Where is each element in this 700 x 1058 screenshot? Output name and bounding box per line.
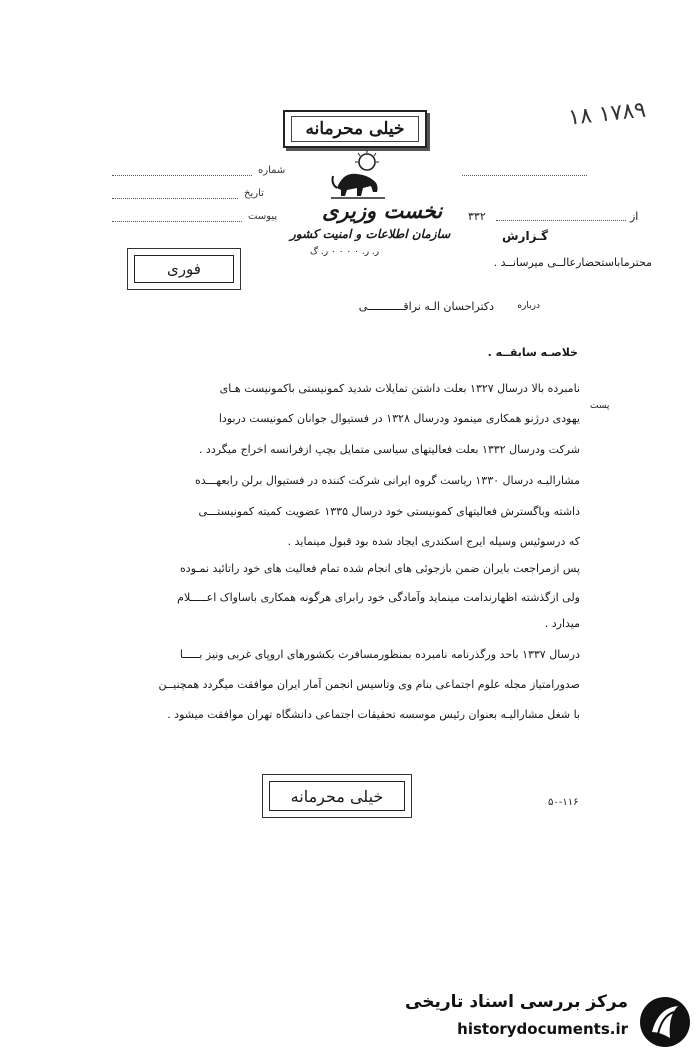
sub-reference: ر. ر. ۰ ۰ ۰ ۰ ر. گ	[310, 247, 380, 257]
report-label: گـزارش	[502, 229, 549, 243]
number-field	[112, 165, 285, 176]
right-top-line	[462, 175, 587, 176]
paragraph-line: میدارد .	[544, 617, 580, 630]
page-reference: ۵۰-۱۱۶	[548, 797, 579, 808]
archive-watermark	[0, 990, 700, 1058]
archive-name: مرکز بررسی اسناد تاریخی	[405, 992, 628, 1012]
paragraph-line: یهودی درژنو همکاری مینمود ودرسال ۱۳۲۸ در فستیوال جوانان کمونیست دربودا	[218, 412, 580, 425]
regarding-label: درباره	[517, 301, 540, 311]
organization-name: سازمان اطلاعات و امنیت کشور	[290, 227, 451, 241]
margin-note: پست	[590, 401, 610, 411]
archive-logo-icon	[638, 994, 692, 1050]
paragraph-line: با شغل مشارالیـه بعنوان رئیس موسسه تحقیقات اجتماعی دانشگاه تهران موافقت میشود .	[167, 708, 580, 721]
top-stamp-text: خیلی محرمانه	[291, 116, 420, 142]
report-number: ۳۳۲	[468, 210, 486, 223]
report-prefix: از	[630, 210, 639, 223]
attachment-label: پیوست	[248, 211, 278, 222]
date-label: تاریخ	[244, 188, 264, 199]
top-confidential-stamp	[283, 110, 427, 148]
paragraph-line: مشارالیـه درسال ۱۳۳۰ ریاست گروه ایرانی شرکت کننده در فستیوال برلن رابعهـــده	[195, 474, 580, 487]
summary-heading: خلاصـه سابقــه .	[487, 346, 578, 359]
paragraph-line: شرکت ودرسال ۱۳۳۲ بعلت فعالیتهای سیاسی متمایل بچپ ازفرانسه اخراج میگردد .	[198, 443, 580, 456]
urgent-stamp	[127, 248, 241, 290]
number-label: شماره	[258, 165, 286, 176]
date-field	[112, 188, 264, 199]
paragraph-line: داشته وباگسترش فعالیتهای کمونیستی خود درسال ۱۳۳۵ عضویت کمیته کمونیستـــی	[198, 505, 580, 518]
regarding-row	[240, 300, 540, 316]
attachment-field	[112, 211, 277, 222]
ministry-title: نخست وزیری	[322, 198, 443, 223]
paragraph-line: صدورامتیاز مجله علوم اجتماعی بنام وی وتاسیس انجمن آمار ایران موافقت میگردد همچنیــن	[158, 678, 580, 691]
paragraph-line: که درسوئیس وسیله ایرج اسکندری ایجاد شده بود قبول مینماید .	[287, 535, 580, 548]
salutation: محترماباستحضارعالــی میرسانــد .	[493, 256, 652, 269]
paragraph-line: درسال ۱۳۳۷ باحد ورگذرنامه نامبرده بمنظورمسافرت بکشورهای اروپای غربی ونیز بـــــا	[179, 648, 580, 661]
regarding-subject: دکتراحسان الـه نراقـــــــــــی	[358, 300, 494, 313]
bottom-stamp-text: خیلی محرمانه	[290, 786, 384, 806]
paragraph-line: نامبرده بالا درسال ۱۳۲۷ بعلت داشتن تمایلات شدید کمونیستی باکمونیست هـای	[219, 382, 580, 395]
urgent-stamp-text: فوری	[167, 260, 201, 278]
bottom-confidential-stamp	[262, 774, 412, 818]
corner-handwriting: ۱۸ ۱۷۸۹	[566, 97, 648, 131]
archive-website: historydocuments.ir	[457, 1020, 628, 1038]
report-number-row	[468, 210, 648, 224]
paragraph-line: ولی ازگذشته اظهارندامت مینماید وآمادگی خود رابرای هرگونه همکاری باساواک اعـــــلام	[177, 591, 580, 604]
paragraph-line: پس ازمراجعت بایران ضمن بازجوئی های انجام شده تمام فعالیت های خود راتائید نمـوده	[180, 562, 580, 575]
lion-and-sun-emblem-icon	[327, 150, 389, 202]
